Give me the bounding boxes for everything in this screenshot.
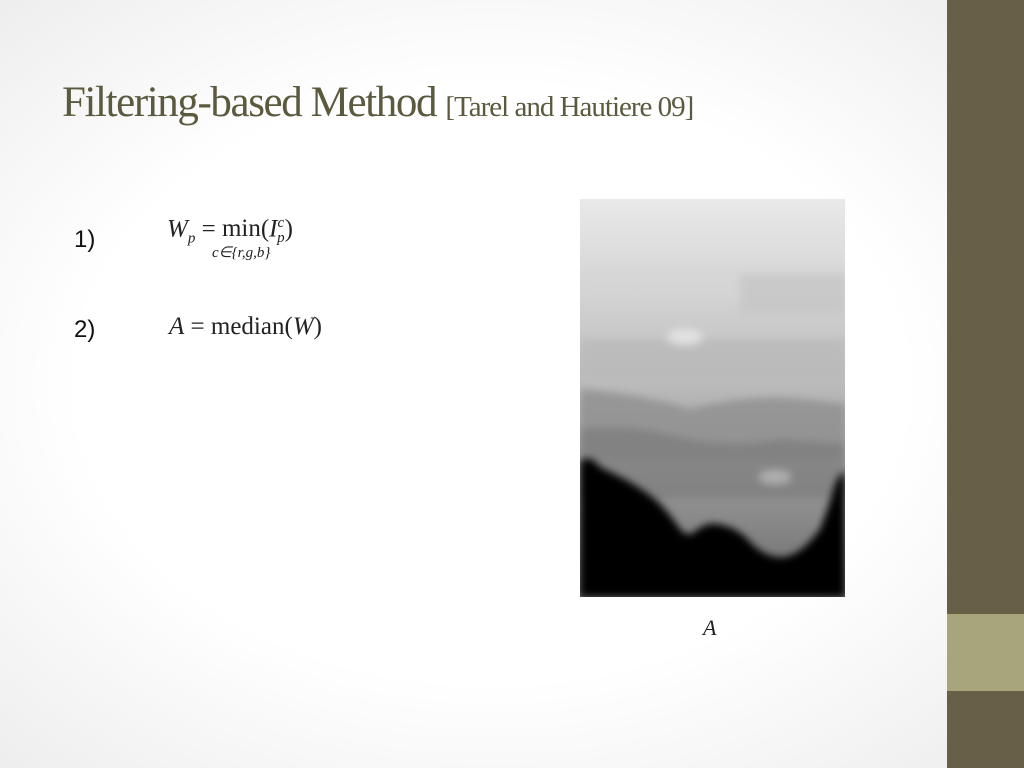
slide-title	[62, 78, 693, 127]
eq2-paren-open: (	[284, 313, 293, 340]
eq1-arg-sub: p	[277, 230, 285, 247]
eq1-min-label: min	[221, 215, 261, 243]
eq1-arg-sup: c	[277, 215, 285, 231]
eq2-function: median	[210, 313, 285, 340]
eq1-arg: I	[269, 215, 278, 243]
eq1-lhs-sub: p	[187, 230, 196, 247]
equation-2	[169, 313, 322, 341]
eq1-lhs: W	[167, 215, 188, 243]
eq2-lhs: A	[169, 313, 185, 340]
figure-caption: A	[703, 615, 717, 640]
eq1-min-subscript: c∈{r,g,b}	[211, 245, 271, 262]
eq1-min-operator	[211, 215, 271, 262]
equation-1	[167, 215, 293, 262]
step-number-1: 1)	[74, 226, 96, 253]
sidebar-accent-block	[947, 614, 1024, 691]
eq2-equals: =	[190, 313, 205, 340]
atmospheric-veil-image	[580, 199, 845, 597]
title-citation: [Tarel and Hautiere 09]	[445, 91, 694, 123]
step-number-2: 2)	[74, 316, 96, 343]
eq1-equals: =	[201, 215, 216, 243]
eq1-paren-close: )	[284, 215, 293, 243]
eq1-paren-open: (	[260, 215, 270, 243]
eq2-paren-close: )	[313, 313, 322, 340]
eq2-arg: W	[292, 313, 314, 340]
title-main: Filtering-based Method	[62, 79, 437, 126]
